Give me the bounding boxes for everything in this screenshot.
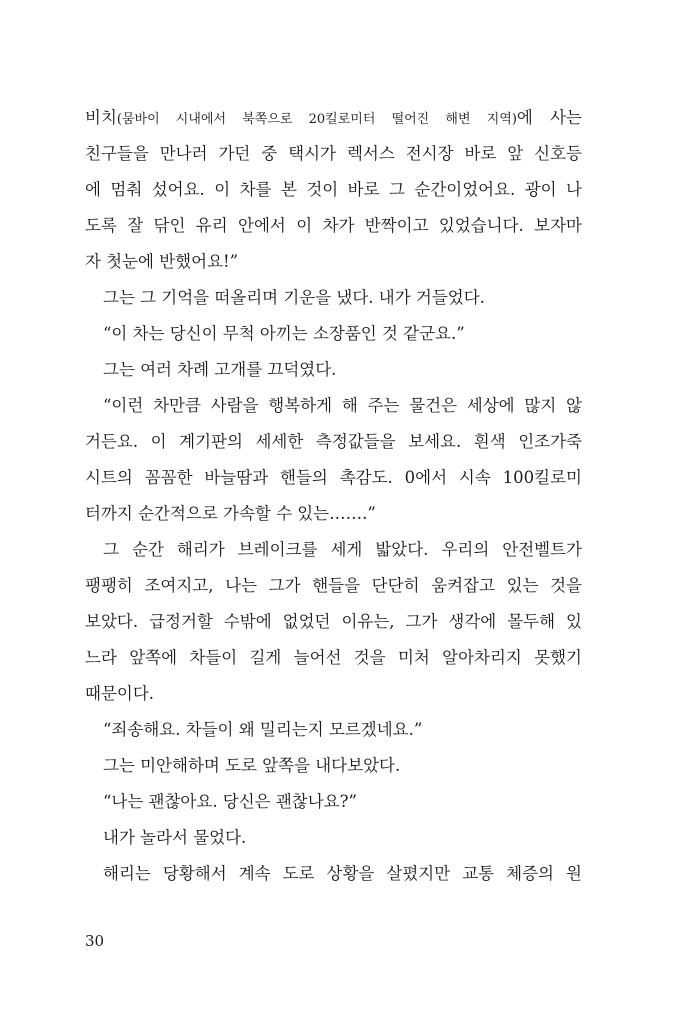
text-line: 해리는 당황해서 계속 도로 상황을 살폈지만 교통 체증의 원 <box>103 864 582 883</box>
text-line: 친구들을 만나러 가던 중 택시가 렉서스 전시장 바로 앞 신호등 <box>85 144 582 163</box>
text-line: “나는 괜찮아요. 당신은 괜찮나요?” <box>103 792 357 811</box>
text-line: “이 차는 당신이 무척 아끼는 소장품인 것 같군요.” <box>103 324 465 343</box>
text-line: 에 멈춰 섰어요. 이 차를 본 것이 바로 그 순간이었어요. 광이 나 <box>85 180 582 199</box>
text-line: 때문이다. <box>85 684 155 703</box>
text-line: 거든요. 이 계기판의 세세한 측정값들을 보세요. 흰색 인조가죽 <box>85 432 582 451</box>
text-line: 그 순간 해리가 브레이크를 세게 밟았다. 우리의 안전벨트가 <box>103 540 582 559</box>
text-line: 느라 앞쪽에 차들이 길게 늘어선 것을 미처 알아차리지 못했기 <box>85 648 582 667</box>
page-number: 30 <box>85 932 105 950</box>
text-line: 시트의 꼼꼼한 바늘땀과 핸들의 촉감도. 0에서 시속 100킬로미 <box>85 468 582 487</box>
text-line: 그는 여러 차례 고개를 끄덕였다. <box>103 360 337 379</box>
text-line: 내가 놀라서 물었다. <box>103 828 247 847</box>
text-line: 그는 그 기억을 떠올리며 기운을 냈다. 내가 거들었다. <box>103 288 485 307</box>
text-line: 팽팽히 조여지고, 나는 그가 핸들을 단단히 움켜잡고 있는 것을 <box>85 576 582 595</box>
text-line: 그는 미안해하며 도로 앞쪽을 내다보았다. <box>103 756 401 775</box>
text-line: 비치(뭄바이 시내에서 북쪽으로 20킬로미터 떨어진 해변 지역)에 사는 <box>85 108 582 127</box>
footnote-inline: (뭄바이 시내에서 북쪽으로 20킬로미터 떨어진 해변 지역) <box>116 112 517 127</box>
text-line: 보았다. 급정거할 수밖에 없었던 이유는, 그가 생각에 몰두해 있 <box>85 612 582 631</box>
text-line: 터까지 순간적으로 가속할 수 있는…….” <box>85 504 376 523</box>
text-line: “이런 차만큼 사람을 행복하게 해 주는 물건은 세상에 많지 않 <box>103 396 582 415</box>
text-line: “죄송해요. 차들이 왜 밀리는지 모르겠네요.” <box>103 720 423 739</box>
text-line: 도록 잘 닦인 유리 안에서 이 차가 반짝이고 있었습니다. 보자마 <box>85 216 582 235</box>
text-line: 자 첫눈에 반했어요!” <box>85 252 239 271</box>
book-page-body <box>85 104 582 896</box>
